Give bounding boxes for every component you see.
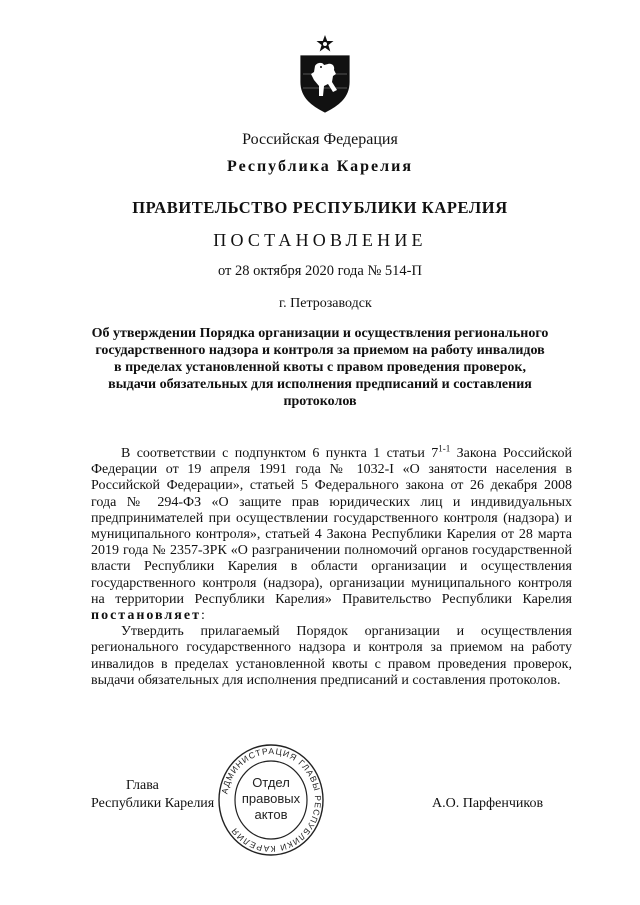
document-city: г. Петрозаводск [279, 296, 372, 311]
signature-name: А.О. Парфенчиков [432, 796, 544, 811]
body-paragraph-2: Утвердить прилагаемый Порядок организации и осуществления регионального государственного надзора и контроля за приемом на работу инвалидов в пределах установленной квоты с правом проведения проверок, выдачи обязательных для исполнения предписаний и составления протоколов. [91, 624, 572, 688]
document-body [91, 443, 572, 689]
republic-name: Республика Карелия [227, 158, 413, 175]
body-p1-end: : [200, 608, 205, 624]
karelia-coat-of-arms-icon [297, 34, 353, 116]
government-name: ПРАВИТЕЛЬСТВО РЕСПУБЛИКИ КАРЕЛИЯ [132, 198, 508, 217]
stamp-ring-text: АДМИНИСТРАЦИЯ ГЛАВЫ РЕСПУБЛИКИ КАРЕЛИЯ [219, 745, 324, 855]
body-paragraph-1 [91, 443, 572, 624]
department-stamp [216, 740, 326, 860]
country-name: Российская Федерация [242, 131, 398, 148]
document-type: ПОСТАНОВЛЕНИЕ [213, 230, 427, 250]
body-p1-text-a: В соответствии с подпунктом 6 пункта 1 статьи 7 [121, 446, 439, 461]
signature-position-line2: Республики Карелия [91, 796, 215, 811]
signature-position-line1: Глава [126, 778, 159, 793]
body-p1-superscript: 1-1 [438, 443, 451, 454]
stamp-line3: актов [254, 807, 288, 822]
document-title: Об утверждении Порядка организации и осуществления регионального государственного надзора и контроля за приемом на работу инвалидов в пределах установленной квоты с правом проведения проверок, выдачи обязательных для исполнения предписаний и составления протоколов [91, 326, 549, 409]
body-p1-text-b: Закона Российской Федерации от 19 апреля 1991 года № 1032-I «О занятости населения в Российской Федерации», статьей 5 Федерального закона от 26 декабря 2008 года № 294-ФЗ «О защите прав юридических лиц и индивидуальных предпринимателей при осуществлении государственного контроля (надзора) и муниципального контроля», статьей 4 Закона Республики Карелия от 28 марта 2019 года № 2357-ЗРК «О разграничении полномочий органов государственной власти Республики Карелия в области организации и осуществления государственного контроля (надзора), организации муниципального контроля на территории Республики Карелия» Правительство Республики Карелия [91, 446, 572, 607]
body-p1-decree-word: постановляет [91, 608, 201, 624]
document-date-number: от 28 октября 2020 года № 514-П [218, 263, 422, 279]
stamp-line2: правовых [241, 791, 301, 806]
stamp-line1: Отдел [252, 775, 290, 790]
